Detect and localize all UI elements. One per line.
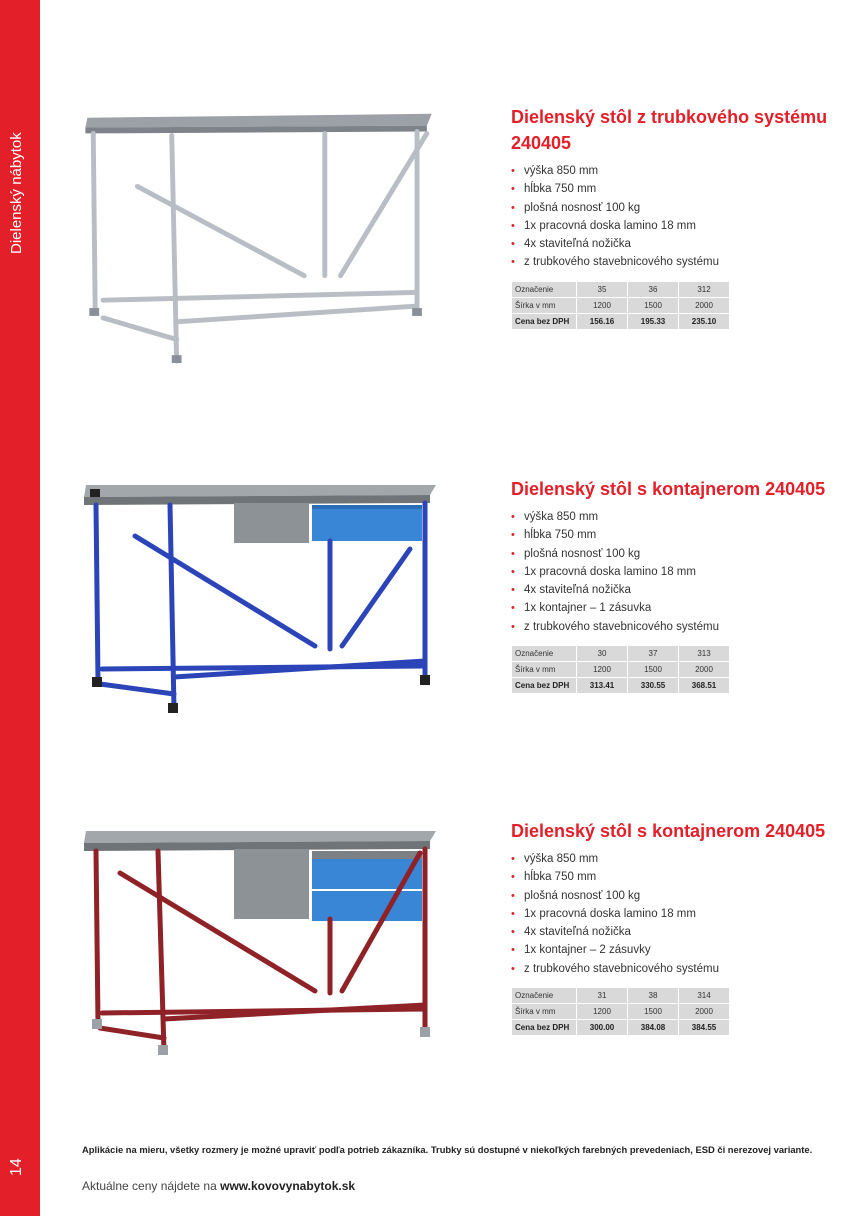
product-title: Dielenský stôl z trubkového systému 240405 — [511, 107, 828, 153]
table-row — [512, 646, 730, 662]
table-cell: 313 — [679, 646, 730, 662]
table-cell: 1200 — [577, 1004, 628, 1020]
spec-item: • 4x staviteľná nožička — [511, 923, 831, 941]
spec-item: • hĺbka 750 mm — [511, 526, 831, 544]
table-cell: 30 — [577, 646, 628, 662]
spec-item: • 1x pracovná doska lamino 18 mm — [511, 563, 831, 581]
table-row — [512, 313, 730, 329]
price-table — [511, 645, 730, 694]
table-row — [512, 988, 730, 1004]
spec-item: • plošná nosnosť 100 kg — [511, 545, 831, 563]
spec-item: • výška 850 mm — [511, 162, 831, 180]
row-label: Označenie — [512, 646, 577, 662]
spec-item: • hĺbka 750 mm — [511, 868, 831, 886]
table-cell: 195.33 — [628, 313, 679, 329]
page-number: 14 — [8, 1158, 25, 1176]
row-label: Cena bez DPH — [512, 678, 577, 694]
table-cell: 1500 — [628, 1004, 679, 1020]
table-row — [512, 678, 730, 694]
table-cell: 314 — [679, 988, 730, 1004]
footer-url-line — [82, 1179, 355, 1193]
table-cell: 313.41 — [577, 678, 628, 694]
table-row — [512, 281, 730, 297]
workbench-blue-container-image — [80, 476, 445, 736]
spec-item: • plošná nosnosť 100 kg — [511, 199, 831, 217]
table-cell: 2000 — [679, 297, 730, 313]
table-cell: 312 — [679, 281, 730, 297]
row-label: Cena bez DPH — [512, 313, 577, 329]
product-title: Dielenský stôl s kontajnerom 240405 — [511, 479, 826, 499]
table-cell: 330.55 — [628, 678, 679, 694]
table-cell: 1500 — [628, 297, 679, 313]
table-cell: 384.55 — [679, 1020, 730, 1036]
row-label: Označenie — [512, 281, 577, 297]
row-label: Označenie — [512, 988, 577, 1004]
spec-item: • z trubkového stavebnicového systému — [511, 253, 831, 271]
table-row — [512, 662, 730, 678]
table-cell: 1200 — [577, 662, 628, 678]
spec-item: • výška 850 mm — [511, 508, 831, 526]
workbench-red-container-image — [80, 818, 445, 1078]
table-cell: 35 — [577, 281, 628, 297]
spec-item: • hĺbka 750 mm — [511, 180, 831, 198]
table-row — [512, 1020, 730, 1036]
spec-item: • 1x kontajner – 2 zásuvky — [511, 941, 831, 959]
sidebar — [0, 0, 40, 1216]
table-cell: 2000 — [679, 1004, 730, 1020]
table-cell: 31 — [577, 988, 628, 1004]
section-title: Dielenský nábytok — [8, 132, 25, 254]
table-row — [512, 297, 730, 313]
spec-item: • z trubkového stavebnicového systému — [511, 618, 831, 636]
table-cell: 36 — [628, 281, 679, 297]
row-label: Šírka v mm — [512, 297, 577, 313]
workbench-silver-image — [80, 104, 445, 364]
table-cell: 384.08 — [628, 1020, 679, 1036]
spec-item: • 1x kontajner – 1 zásuvka — [511, 599, 831, 617]
spec-list — [511, 162, 831, 272]
row-label: Cena bez DPH — [512, 1020, 577, 1036]
spec-item: • 1x pracovná doska lamino 18 mm — [511, 217, 831, 235]
spec-item: • 4x staviteľná nožička — [511, 235, 831, 253]
spec-list — [511, 850, 831, 978]
table-cell: 368.51 — [679, 678, 730, 694]
row-label: Šírka v mm — [512, 1004, 577, 1020]
table-cell: 156.16 — [577, 313, 628, 329]
table-cell: 1500 — [628, 662, 679, 678]
spec-item: • plošná nosnosť 100 kg — [511, 887, 831, 905]
footer-url-link[interactable]: www.kovovynabytok.sk — [220, 1179, 356, 1193]
spec-item: • z trubkového stavebnicového systému — [511, 960, 831, 978]
footer-url-prefix: Aktuálne ceny nájdete na — [82, 1179, 217, 1193]
spec-item: • výška 850 mm — [511, 850, 831, 868]
table-cell: 38 — [628, 988, 679, 1004]
footer-note: Aplikácie na mieru, všetky rozmery je možné upraviť podľa potrieb zákazníka. Trubky sú dostupné v niekoľkých farebných prevedeniach, ESD či nerezovej variante. — [82, 1144, 813, 1155]
table-row — [512, 1004, 730, 1020]
row-label: Šírka v mm — [512, 662, 577, 678]
product-title: Dielenský stôl s kontajnerom 240405 — [511, 821, 826, 841]
spec-item: • 4x staviteľná nožička — [511, 581, 831, 599]
price-table — [511, 987, 730, 1036]
price-table — [511, 281, 730, 330]
spec-list — [511, 508, 831, 636]
table-cell: 235.10 — [679, 313, 730, 329]
spec-item: • 1x pracovná doska lamino 18 mm — [511, 905, 831, 923]
table-cell: 300.00 — [577, 1020, 628, 1036]
table-cell: 1200 — [577, 297, 628, 313]
table-cell: 2000 — [679, 662, 730, 678]
table-cell: 37 — [628, 646, 679, 662]
